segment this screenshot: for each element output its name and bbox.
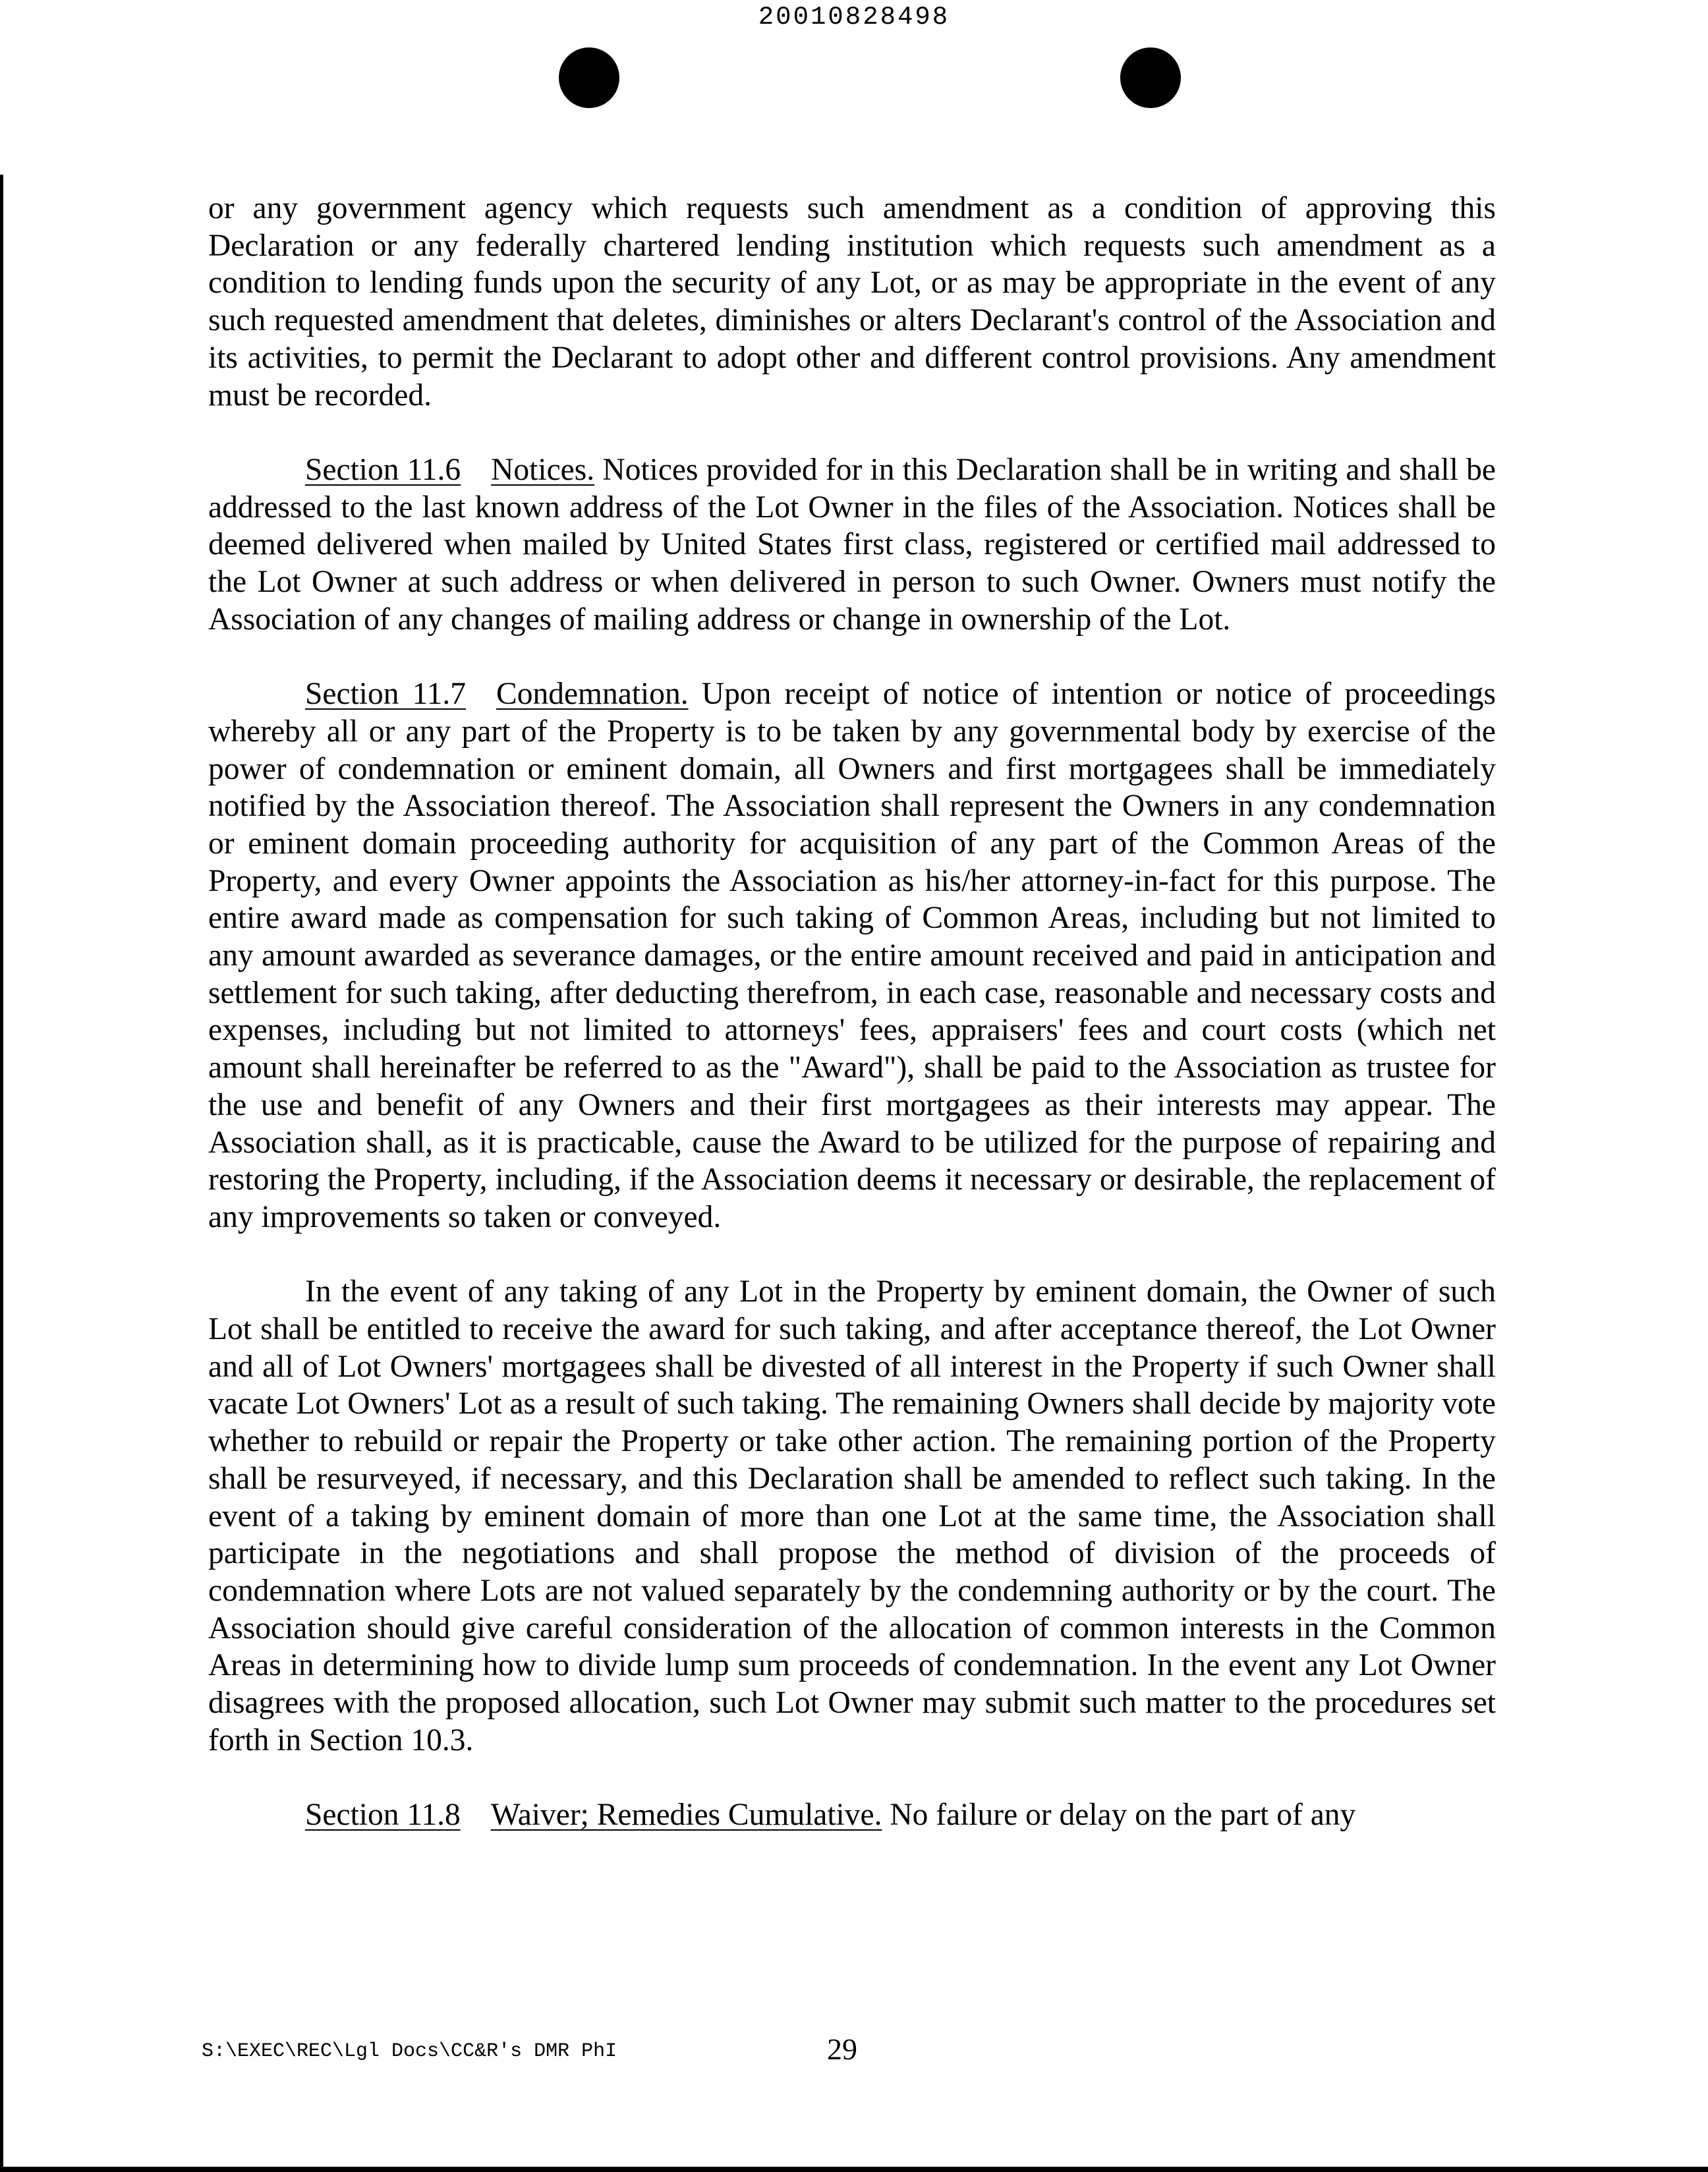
paragraph-taking-of-lot: In the event of any taking of any Lot in the Property by eminent domain, the Owner of such Lot shall be entitled to receive the award for such taking, and after acceptance thereof, the Lot Owner and all of Lot Owners' mortgagees shall be divested of all interest in the Property if such Owner shall vacate Lot Owners' Lot as a result of such taking. The remaining Owners shall decide by majority vote whether to rebuild or repair the Property or take other action. The remaining portion of the Property shall be resurveyed, if necessary, and this Declaration shall be amended to reflect such taking. In the event of a taking by eminent domain of more than one Lot at the same time, the Association shall participate in the negotiations and shall propose the method of division of the proceeds of condemnation where Lots are not valued separately by the condemning authority or by the court. The Association should give careful consideration of the allocation of common interests in the Common Areas in determining how to divide lump sum proceeds of condemnation. In the event any Lot Owner disagrees with the proposed allocation, such Lot Owner may submit such matter to the procedures set forth in Section 10.3.	[208, 1274, 1496, 1758]
punch-hole-right	[1120, 47, 1181, 108]
page-number: 29	[827, 2032, 857, 2066]
footer-file-path: S:\EXEC\REC\Lgl Docs\CC&R's DMR PhI	[202, 2040, 617, 2063]
scan-border-left	[0, 175, 3, 2172]
section-number: Section 11.8	[305, 1798, 461, 1833]
scan-border-bottom	[0, 2167, 1708, 2172]
section-text: Notices provided for in this Declaration shall be in writing and shall be addressed to the last known address of the Lot Owner in the files of the Association. Notices shall be deemed delivered when mailed by United States first class, registered or certified mail addressed to the Lot Owner at such address or when delivered in person to such Owner. Owners must notify the Association of any changes of mailing address or change in ownership of the Lot.	[208, 452, 1496, 637]
section-11-8-waiver	[208, 1796, 1496, 1834]
section-title: Notices.	[491, 452, 595, 487]
section-title: Waiver; Remedies Cumulative.	[490, 1798, 882, 1833]
paragraph-amendment-continued: or any government agency which requests such amendment as a condition of approving this Declaration or any federally chartered lending institution which requests such amendment as a condition to lending funds upon the security of any Lot, or as may be appropriate in the event of any such requested amendment that deletes, diminishes or alters Declarant's control of the Association and its activities, to permit the Declarant to adopt other and different control provisions. Any amendment must be recorded.	[208, 191, 1496, 413]
section-title: Condemnation.	[496, 677, 689, 712]
section-number: Section 11.6	[305, 452, 461, 487]
document-body	[208, 190, 1496, 1872]
section-text: Upon receipt of notice of intention or notice of proceedings whereby all or any part of the Property is to be taken by any governmental body by exercise of the power of condemnation or eminent domain, all Owners and first mortgagees shall be immediately notified by the Association thereof. The Association shall represent the Owners in any condemnation or eminent domain proceeding authority for acquisition of any part of the Common Areas of the Property, and every Owner appoints the Association as his/her attorney-in-fact for this purpose. The entire award made as compensation for such taking of Common Areas, including but not limited to any amount awarded as severance damages, or the entire amount received and paid in anticipation and settlement for such taking, after deducting therefrom, in each case, reasonable and necessary costs and expenses, including but not limited to attorneys' fees, appraisers' fees and court costs (which net amount shall hereinafter be referred to as the "Award"), shall be paid to the Association as trustee for the use and benefit of any Owners and their first mortgagees as their interests may appear. The Association shall, as it is practicable, cause the Award to be utilized for the purpose of repairing and restoring the Property, including, if the Association deems it necessary or desirable, the replacement of any improvements so taken or conveyed.	[208, 677, 1496, 1234]
section-number: Section 11.7	[305, 677, 467, 712]
section-text: No failure or delay on the part of any	[890, 1798, 1356, 1833]
section-11-6-notices	[208, 451, 1496, 639]
section-11-7-condemnation	[208, 675, 1496, 1236]
document-number: 20010828498	[758, 3, 950, 32]
punch-hole-left	[559, 47, 619, 108]
